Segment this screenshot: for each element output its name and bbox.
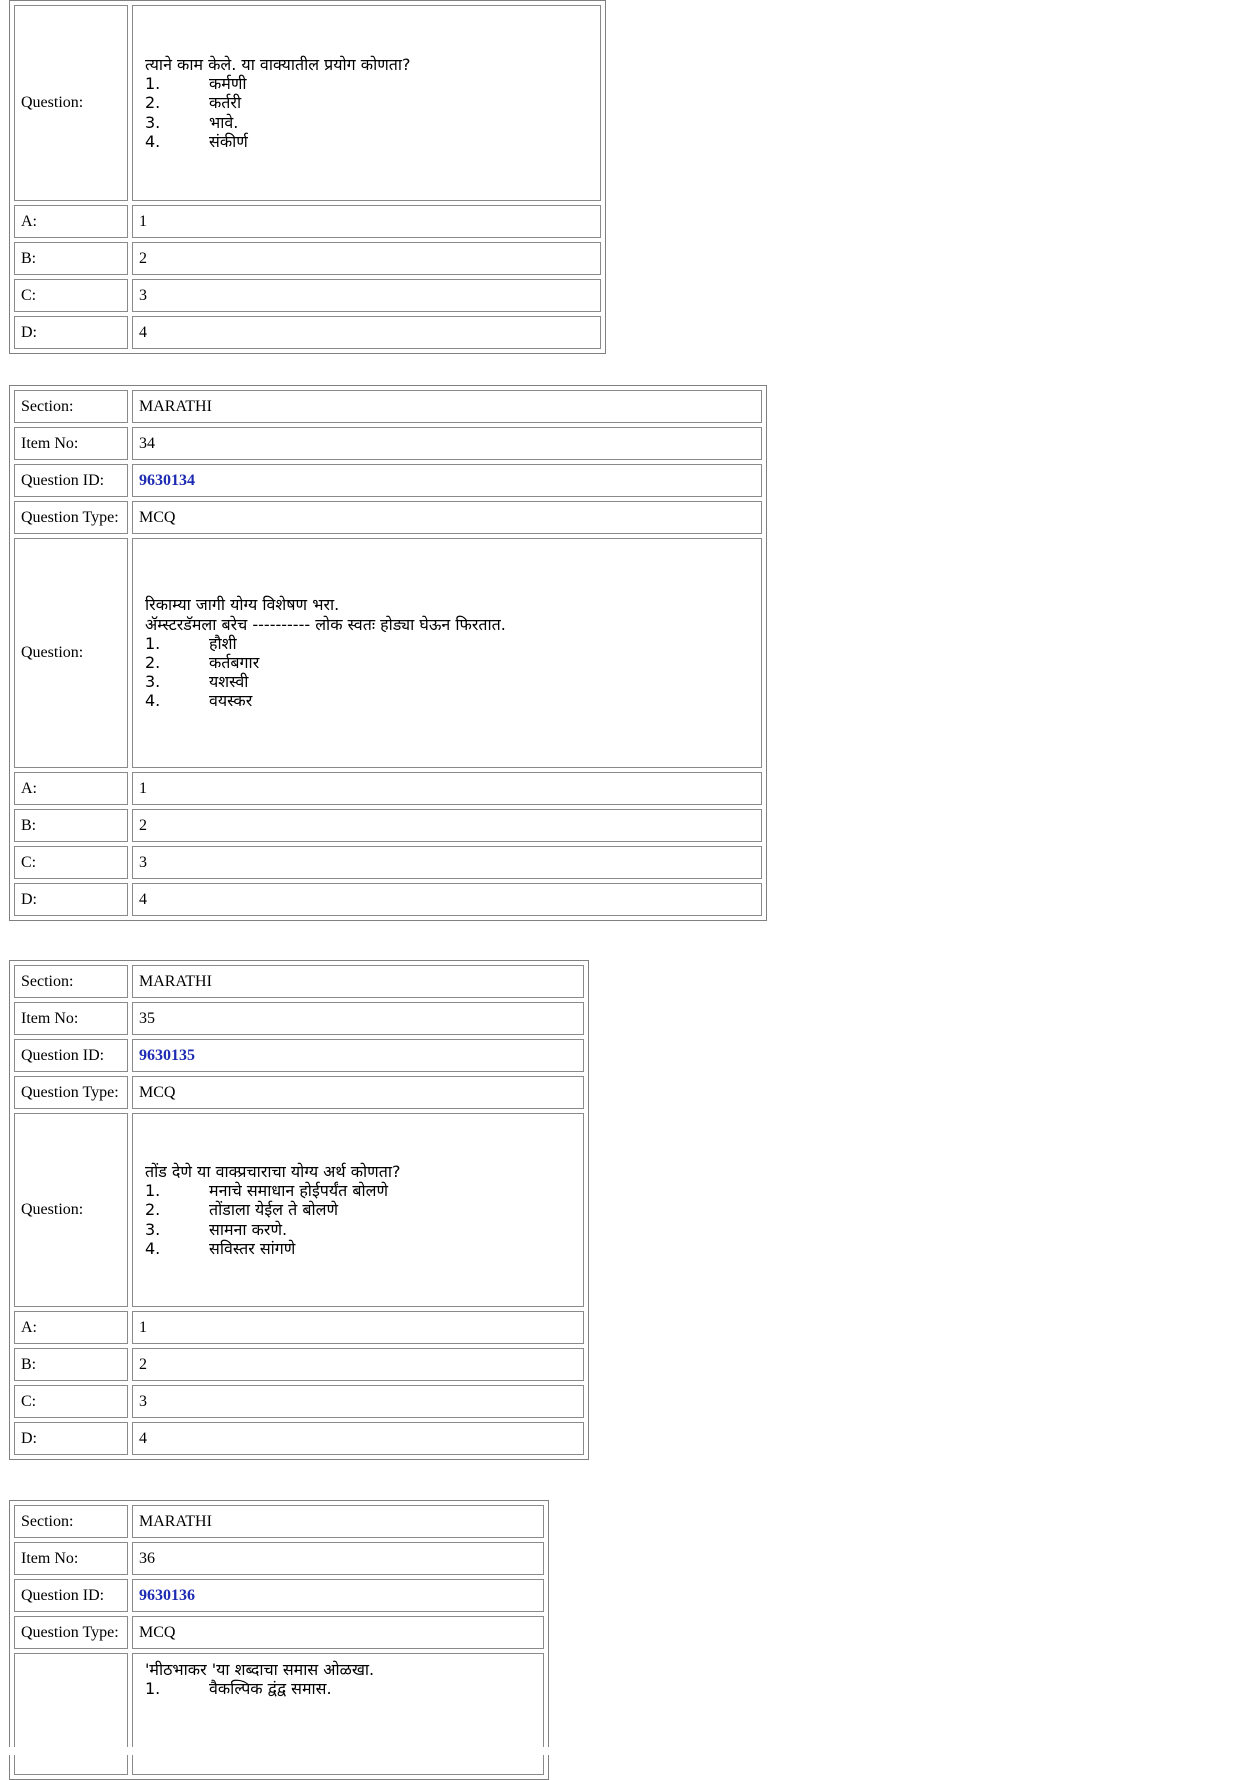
- question-card-3: [9, 960, 589, 1460]
- section-label: Section:: [14, 390, 128, 423]
- answer-b-label: B:: [14, 1348, 128, 1381]
- answer-b-label: B:: [14, 242, 128, 275]
- option-1: 1. मनाचे समाधान होईपर्यंत बोलणे: [145, 1181, 389, 1201]
- answer-a-label: A:: [14, 1311, 128, 1344]
- answer-c-label: C:: [14, 846, 128, 879]
- answer-d-label: D:: [14, 316, 128, 349]
- answer-d-label: D:: [14, 1422, 128, 1455]
- question-id-value: 9630134: [132, 464, 762, 497]
- answer-b-value: 2: [132, 809, 762, 842]
- answer-c-label: C:: [14, 1385, 128, 1418]
- answer-c-label: C:: [14, 279, 128, 312]
- question-id-label: Question ID:: [14, 464, 128, 497]
- answer-b-label: B:: [14, 809, 128, 842]
- option-2: 2. तोंडाला येईल ते बोलणे: [145, 1200, 339, 1220]
- option-2: 2. कर्तरी: [145, 93, 242, 113]
- question-type-value: MCQ: [132, 1076, 584, 1109]
- answer-a-value: 1: [132, 772, 762, 805]
- question-card-4: [9, 1500, 549, 1780]
- option-4: 4. संकीर्ण: [145, 131, 248, 151]
- answer-a-value: 1: [132, 205, 601, 238]
- question-id-label: Question ID:: [14, 1039, 128, 1072]
- question-line: त्याने काम केले. या वाक्यातील प्रयोग कोणता?: [145, 55, 411, 75]
- question-label: Question:: [14, 5, 128, 201]
- item-no-value: 34: [132, 427, 762, 460]
- question-label-cell: [14, 1653, 128, 1775]
- option-3: 3. सामना करणे.: [145, 1219, 288, 1239]
- item-no-value: 36: [132, 1542, 544, 1575]
- section-label: Section:: [14, 1505, 128, 1538]
- section-label: Section:: [14, 965, 128, 998]
- question-line: 'मीठभाकर 'या शब्दाचा समास ओळखा.: [145, 1660, 375, 1679]
- answer-c-value: 3: [132, 1385, 584, 1418]
- question-card-2: [9, 385, 767, 921]
- answer-d-value: 4: [132, 316, 601, 349]
- option-1: 1. वैकल्पिक द्वंद्व समास.: [145, 1679, 332, 1699]
- question-id-value: 9630136: [132, 1579, 544, 1612]
- question-line: रिकाम्या जागी योग्य विशेषण भरा.: [145, 595, 340, 615]
- answer-a-value: 1: [132, 1311, 584, 1344]
- question-type-label: Question Type:: [14, 1076, 128, 1109]
- answer-c-value: 3: [132, 846, 762, 879]
- answer-d-value: 4: [132, 883, 762, 916]
- section-value: MARATHI: [132, 390, 762, 423]
- question-card-1: [9, 0, 606, 354]
- item-no-label: Item No:: [14, 427, 128, 460]
- question-label: Question:: [14, 1113, 128, 1307]
- answer-c-value: 3: [132, 279, 601, 312]
- option-3: 3. यशस्वी: [145, 672, 249, 692]
- item-no-value: 35: [132, 1002, 584, 1035]
- answer-d-label: D:: [14, 883, 128, 916]
- answer-b-value: 2: [132, 242, 601, 275]
- section-value: MARATHI: [132, 965, 584, 998]
- question-text: [132, 5, 601, 201]
- question-label: Question:: [14, 538, 128, 768]
- question-id-label: Question ID:: [14, 1579, 128, 1612]
- question-type-label: Question Type:: [14, 1616, 128, 1649]
- item-no-label: Item No:: [14, 1542, 128, 1575]
- section-value: MARATHI: [132, 1505, 544, 1538]
- question-type-value: MCQ: [132, 1616, 544, 1649]
- page-bottom-edge: [0, 1747, 1240, 1755]
- question-type-value: MCQ: [132, 501, 762, 534]
- option-2: 2. कर्तबगार: [145, 653, 260, 672]
- item-no-label: Item No:: [14, 1002, 128, 1035]
- question-line: ॲम्स्टरडॅमला बरेच ---------- लोक स्वतः होड्या घेऊन फिरतात.: [145, 614, 506, 634]
- option-1: 1. हौशी: [145, 633, 237, 653]
- question-id-value: 9630135: [132, 1039, 584, 1072]
- question-line: तोंड देणे या वाक्प्रचाराचा योग्य अर्थ कोणता?: [145, 1162, 401, 1182]
- answer-b-value: 2: [132, 1348, 584, 1381]
- question-type-label: Question Type:: [14, 501, 128, 534]
- question-text: [132, 538, 762, 768]
- option-4: 4. सविस्तर सांगणे: [145, 1238, 296, 1258]
- answer-a-label: A:: [14, 772, 128, 805]
- option-1: 1. कर्मणी: [145, 74, 247, 94]
- option-3: 3. भावे.: [145, 112, 239, 132]
- answer-d-value: 4: [132, 1422, 584, 1455]
- question-text: [132, 1113, 584, 1307]
- question-text: [132, 1653, 544, 1775]
- answer-a-label: A:: [14, 205, 128, 238]
- option-4: 4. वयस्कर: [145, 691, 253, 711]
